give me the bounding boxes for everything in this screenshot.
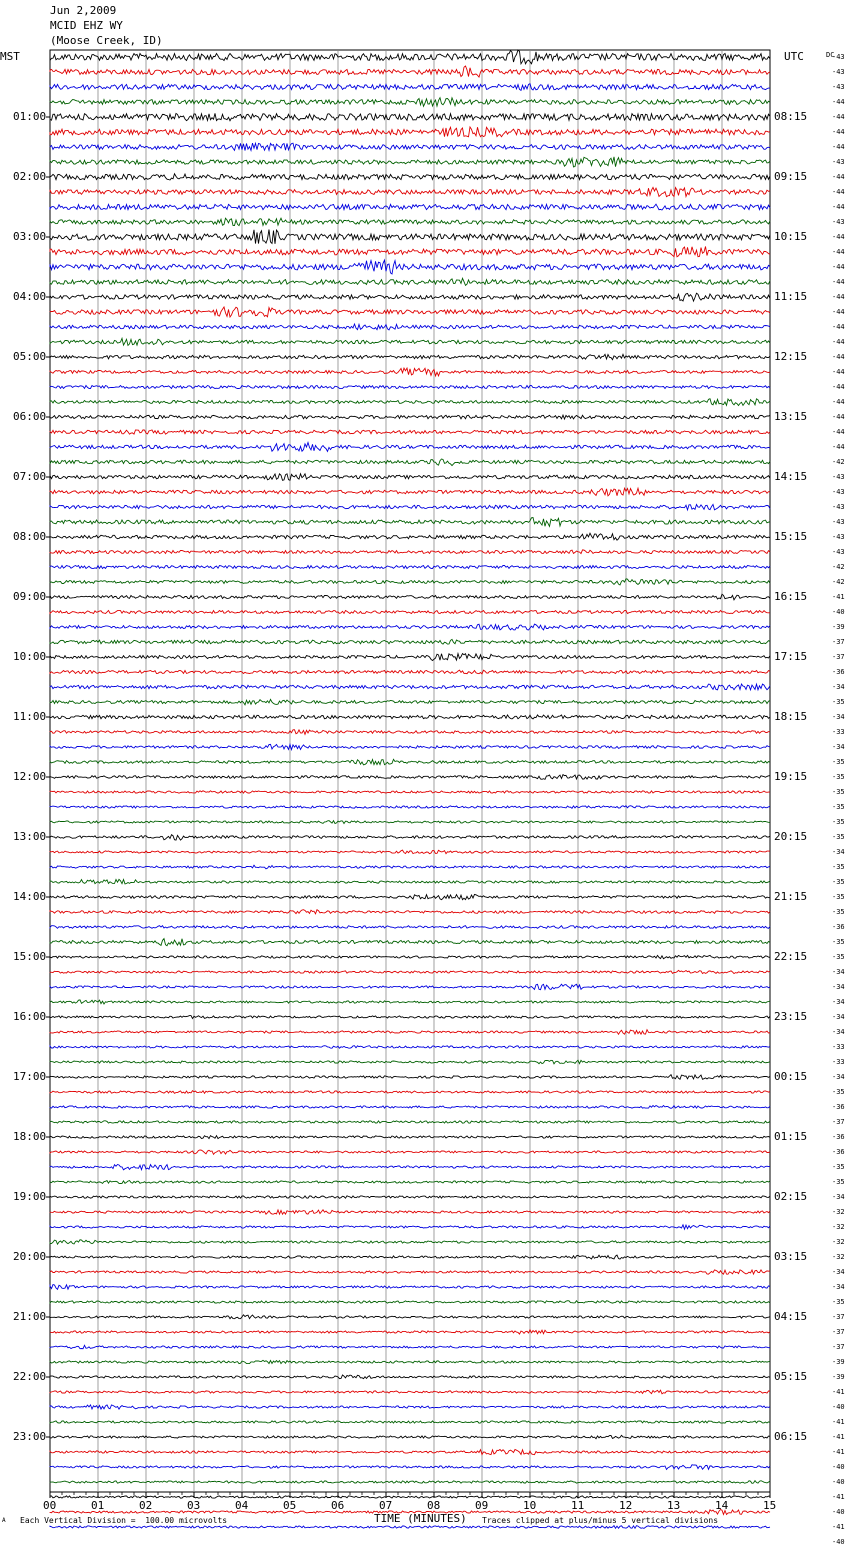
dc-offset-label: -41 [832, 1523, 845, 1531]
right-hour-label: 18:15 [774, 710, 808, 723]
dc-offset-label: -44 [832, 428, 845, 436]
trace-line [50, 415, 770, 419]
dc-offset-label: -32 [832, 1223, 845, 1231]
right-hour-label: 02:15 [774, 1190, 808, 1203]
left-hour-label: 19:00 [13, 1190, 47, 1203]
trace-line [50, 474, 770, 481]
right-hour-label: 11:15 [774, 290, 808, 303]
dc-offset-label: -43 [832, 83, 845, 91]
dc-offset-label: -34 [832, 1283, 845, 1291]
dc-offset-label: -44 [832, 443, 845, 451]
right-hour-label: 09:15 [774, 170, 808, 183]
dc-offset-label: -44 [832, 248, 845, 256]
trace-line [50, 174, 770, 180]
trace-line [50, 670, 770, 674]
trace-line [50, 1375, 770, 1379]
right-hour-label: 22:15 [774, 950, 808, 963]
right-hour-label: 16:15 [774, 590, 808, 603]
dc-offset-label: -35 [832, 773, 845, 781]
trace-line [50, 550, 770, 554]
trace-line [50, 910, 770, 914]
dc-offset-label: -34 [832, 968, 845, 976]
trace-line [50, 1270, 770, 1274]
trace-line [50, 187, 770, 196]
dc-label: DC [826, 51, 835, 59]
left-hour-label: 22:00 [13, 1370, 47, 1383]
dc-offset-label: -41 [832, 1448, 845, 1456]
trace-line [50, 113, 770, 120]
dc-offset-label: -43 [832, 218, 845, 226]
trace-line [50, 1030, 770, 1035]
trace-line [50, 894, 770, 899]
left-hour-label: 03:00 [13, 230, 47, 243]
trace-line [50, 1330, 770, 1334]
left-hour-label: 11:00 [13, 710, 47, 723]
footer-clip: Traces clipped at plus/minus 5 vertical divisions [482, 1516, 719, 1525]
dc-offset-label: -44 [832, 278, 845, 286]
dc-offset-label: -35 [832, 1163, 845, 1171]
dc-offset-label: -44 [832, 113, 845, 121]
dc-offset-label: -34 [832, 713, 845, 721]
dc-offset-label: -33 [832, 1043, 845, 1051]
left-hour-label: 06:00 [13, 410, 47, 423]
trace-line [50, 715, 770, 719]
trace-line [50, 1196, 770, 1199]
left-hour-label: 08:00 [13, 530, 47, 543]
trace-line [50, 759, 770, 765]
trace-line [50, 850, 770, 854]
right-hour-label: 04:15 [774, 1310, 808, 1323]
trace-line [50, 654, 770, 661]
left-hour-label: 18:00 [13, 1130, 47, 1143]
trace-line [50, 984, 770, 990]
trace-line [50, 1136, 770, 1139]
dc-offset-label: -40 [832, 1403, 845, 1411]
trace-line [50, 84, 770, 91]
header-location: (Moose Creek, ID) [50, 34, 163, 47]
trace-line [50, 699, 770, 704]
left-hour-label: 09:00 [13, 590, 47, 603]
dc-offset-label: -43 [832, 533, 845, 541]
dc-offset-label: -33 [832, 1058, 845, 1066]
dc-offset-label: -36 [832, 923, 845, 931]
dc-offset-label: -33 [832, 728, 845, 736]
left-hour-label: 05:00 [13, 350, 47, 363]
trace-line [50, 865, 770, 869]
dc-offset-label: -41 [832, 1493, 845, 1501]
x-tick-label: 09 [475, 1499, 489, 1512]
x-tick-label: 00 [43, 1499, 57, 1512]
trace-line [50, 247, 770, 257]
dc-offset-label: -34 [832, 998, 845, 1006]
trace-line [50, 50, 770, 64]
trace-line [50, 1016, 770, 1019]
trace-line [50, 368, 770, 376]
dc-offset-label: -35 [832, 1178, 845, 1186]
x-tick-label: 13 [667, 1499, 681, 1512]
right-hour-label: 05:15 [774, 1370, 808, 1383]
x-tick-label: 08 [427, 1499, 441, 1512]
trace-line [50, 684, 770, 690]
left-hour-label: 10:00 [13, 650, 47, 663]
dc-offset-label: -35 [832, 803, 845, 811]
trace-line [50, 1225, 770, 1229]
left-hour-label: 21:00 [13, 1310, 47, 1323]
trace-line [50, 324, 770, 330]
trace-line [50, 443, 770, 452]
dc-offset-label: -34 [832, 743, 845, 751]
trace-line [50, 307, 770, 317]
trace-line [50, 1165, 770, 1170]
trace-line [50, 143, 770, 150]
dc-offset-label: -44 [832, 263, 845, 271]
trace-line [50, 230, 770, 244]
trace-line [50, 744, 770, 749]
dc-offset-label: -43 [832, 68, 845, 76]
left-hour-label: 20:00 [13, 1250, 47, 1263]
dc-offset-label: -34 [832, 1268, 845, 1276]
dc-offset-label: -44 [832, 353, 845, 361]
dc-offset-label: -44 [832, 173, 845, 181]
dc-offset-label: -32 [832, 1208, 845, 1216]
trace-line [50, 1435, 770, 1438]
trace-line [50, 338, 770, 345]
x-tick-label: 04 [235, 1499, 249, 1512]
dc-offset-label: -35 [832, 758, 845, 766]
dc-offset-label: -43 [832, 53, 845, 61]
trace-line [50, 835, 770, 840]
trace-line [50, 504, 770, 510]
dc-offset-label: -35 [832, 938, 845, 946]
right-hour-label: 00:15 [774, 1070, 808, 1083]
trace-line [50, 430, 770, 434]
right-hour-label: 12:15 [774, 350, 808, 363]
trace-line [50, 1481, 770, 1484]
trace-line [50, 624, 770, 630]
header-station: MCID EHZ WY [50, 19, 123, 32]
trace-line [50, 127, 770, 137]
left-hour-label: 12:00 [13, 770, 47, 783]
trace-line [50, 639, 770, 644]
left-hour-label: 04:00 [13, 290, 47, 303]
dc-offset-label: -44 [832, 398, 845, 406]
x-tick-label: 10 [523, 1499, 537, 1512]
trace-line [50, 821, 770, 824]
trace-line [50, 1465, 770, 1470]
left-hour-label: 07:00 [13, 470, 47, 483]
dc-offset-label: -40 [832, 608, 845, 616]
x-tick-label: 12 [619, 1499, 633, 1512]
trace-line [50, 385, 770, 388]
dc-offset-label: -44 [832, 293, 845, 301]
x-tick-label: 15 [763, 1499, 777, 1512]
trace-line [50, 611, 770, 614]
dc-offset-label: -34 [832, 1013, 845, 1021]
dc-offset-label: -36 [832, 1148, 845, 1156]
dc-offset-label: -43 [832, 548, 845, 556]
dc-offset-label: -40 [832, 1538, 845, 1546]
dc-offset-label: -44 [832, 98, 845, 106]
trace-line [50, 566, 770, 569]
trace-line [50, 775, 770, 780]
dc-offset-label: -42 [832, 563, 845, 571]
right-hour-label: 17:15 [774, 650, 808, 663]
x-tick-label: 05 [283, 1499, 297, 1512]
trace-line [50, 459, 770, 466]
dc-offset-label: -35 [832, 1298, 845, 1306]
trace-line [50, 1390, 770, 1394]
dc-offset-label: -43 [832, 473, 845, 481]
trace-line [50, 926, 770, 929]
trace-line [50, 970, 770, 973]
trace-line [50, 1496, 770, 1498]
dc-offset-label: -35 [832, 908, 845, 916]
dc-offset-label: -44 [832, 143, 845, 151]
dc-offset-label: -35 [832, 878, 845, 886]
x-tick-label: 06 [331, 1499, 345, 1512]
dc-offset-label: -44 [832, 203, 845, 211]
trace-line [50, 157, 770, 167]
left-timezone-label: MST [0, 50, 20, 63]
dc-offset-label: -35 [832, 1088, 845, 1096]
trace-line [50, 1075, 770, 1080]
left-hour-label: 01:00 [13, 110, 47, 123]
trace-line [50, 1345, 770, 1348]
trace-line [50, 730, 770, 735]
dc-offset-label: -41 [832, 1418, 845, 1426]
trace-line [50, 488, 770, 496]
dc-offset-label: -37 [832, 638, 845, 646]
header-date: Jun 2,2009 [50, 4, 117, 17]
dc-offset-label: -44 [832, 368, 845, 376]
x-tick-label: 03 [187, 1499, 201, 1512]
trace-line [50, 1285, 770, 1290]
trace-line [50, 260, 770, 274]
trace-line [50, 1046, 770, 1049]
dc-offset-label: -32 [832, 1238, 845, 1246]
right-hour-label: 03:15 [774, 1250, 808, 1263]
trace-line [50, 1000, 770, 1004]
right-hour-label: 15:15 [774, 530, 808, 543]
dc-offset-label: -40 [832, 1463, 845, 1471]
left-hour-label: 23:00 [13, 1430, 47, 1443]
trace-line [50, 218, 770, 225]
dc-offset-label: -43 [832, 158, 845, 166]
trace-line [50, 1315, 770, 1319]
left-hour-label: 02:00 [13, 170, 47, 183]
dc-offset-label: -44 [832, 308, 845, 316]
dc-offset-label: -34 [832, 1073, 845, 1081]
dc-offset-label: -42 [832, 458, 845, 466]
dc-offset-label: -35 [832, 818, 845, 826]
dc-offset-label: -39 [832, 1358, 845, 1366]
trace-line [50, 1121, 770, 1123]
dc-offset-label: -35 [832, 953, 845, 961]
trace-line [50, 1150, 770, 1154]
right-timezone-label: UTC [784, 50, 804, 63]
dc-offset-label: -44 [832, 383, 845, 391]
dc-offset-label: -44 [832, 338, 845, 346]
dc-offset-label: -35 [832, 863, 845, 871]
trace-line [50, 293, 770, 301]
dc-offset-label: -35 [832, 788, 845, 796]
trace-line [50, 1450, 770, 1455]
x-tick-label: 02 [139, 1499, 153, 1512]
trace-line [50, 1526, 770, 1529]
dc-offset-label: -43 [832, 503, 845, 511]
dc-offset-label: -44 [832, 413, 845, 421]
left-hour-label: 14:00 [13, 890, 47, 903]
right-hour-label: 23:15 [774, 1010, 808, 1023]
dc-offset-label: -35 [832, 893, 845, 901]
trace-line [50, 791, 770, 793]
dc-offset-label: -39 [832, 623, 845, 631]
dc-offset-label: -41 [832, 1433, 845, 1441]
dc-offset-label: -44 [832, 128, 845, 136]
trace-line [50, 1060, 770, 1064]
dc-offset-label: -37 [832, 1313, 845, 1321]
footer-scale: Each Vertical Division = 100.00 microvolts [20, 1516, 228, 1525]
trace-line [50, 939, 770, 946]
dc-offset-label: -41 [832, 1388, 845, 1396]
dc-offset-label: -32 [832, 1253, 845, 1261]
dc-offset-label: -40 [832, 1508, 845, 1516]
dc-offset-label: -34 [832, 683, 845, 691]
dc-offset-label: -42 [832, 578, 845, 586]
right-hour-label: 08:15 [774, 110, 808, 123]
trace-line [50, 579, 770, 585]
dc-offset-label: -44 [832, 323, 845, 331]
trace-line [50, 278, 770, 285]
dc-offset-label: -35 [832, 833, 845, 841]
right-hour-label: 14:15 [774, 470, 808, 483]
x-tick-label: 01 [91, 1499, 105, 1512]
left-hour-label: 13:00 [13, 830, 47, 843]
right-hour-label: 01:15 [774, 1130, 808, 1143]
trace-line [50, 399, 770, 406]
dc-offset-label: -34 [832, 1028, 845, 1036]
trace-line [50, 594, 770, 600]
dc-offset-label: -35 [832, 698, 845, 706]
trace-line [50, 1301, 770, 1303]
dc-offset-label: -37 [832, 653, 845, 661]
dc-offset-label: -39 [832, 1373, 845, 1381]
x-tick-label: 11 [571, 1499, 585, 1512]
trace-line [50, 879, 770, 884]
dc-offset-label: -34 [832, 983, 845, 991]
right-hour-label: 06:15 [774, 1430, 808, 1443]
dc-offset-label: -37 [832, 1328, 845, 1336]
left-hour-label: 15:00 [13, 950, 47, 963]
trace-line [50, 1106, 770, 1109]
trace-line [50, 1360, 770, 1363]
trace-line [50, 1405, 770, 1409]
dc-offset-label: -36 [832, 668, 845, 676]
trace-line [50, 204, 770, 210]
trace-line [50, 354, 770, 359]
trace-line [50, 1421, 770, 1423]
dc-offset-label: -44 [832, 233, 845, 241]
trace-line [50, 955, 770, 958]
trace-line [50, 1091, 770, 1094]
dc-offset-label: -43 [832, 518, 845, 526]
dc-offset-label: -34 [832, 848, 845, 856]
dc-offset-label: -37 [832, 1118, 845, 1126]
trace-line [50, 98, 770, 107]
dc-offset-label: -43 [832, 488, 845, 496]
right-hour-label: 19:15 [774, 770, 808, 783]
right-hour-label: 21:15 [774, 890, 808, 903]
dc-offset-label: -36 [832, 1103, 845, 1111]
trace-line [50, 533, 770, 540]
x-tick-label: 07 [379, 1499, 393, 1512]
footer-mark: A [2, 1517, 6, 1524]
dc-offset-label: -34 [832, 1193, 845, 1201]
trace-line [50, 66, 770, 77]
left-hour-label: 17:00 [13, 1070, 47, 1083]
trace-line [50, 1181, 770, 1184]
right-hour-label: 20:15 [774, 830, 808, 843]
right-hour-label: 13:15 [774, 410, 808, 423]
trace-line [50, 1240, 770, 1244]
dc-offset-label: -44 [832, 188, 845, 196]
dc-offset-label: -36 [832, 1133, 845, 1141]
left-hour-label: 16:00 [13, 1010, 47, 1023]
right-hour-label: 10:15 [774, 230, 808, 243]
trace-line [50, 806, 770, 809]
trace-line [50, 1255, 770, 1259]
dc-offset-label: -40 [832, 1478, 845, 1486]
dc-offset-label: -41 [832, 593, 845, 601]
trace-line [50, 1210, 770, 1214]
dc-offset-label: -37 [832, 1343, 845, 1351]
x-axis-title: TIME (MINUTES) [374, 1512, 467, 1525]
trace-line [50, 518, 770, 527]
x-tick-label: 14 [715, 1499, 729, 1512]
